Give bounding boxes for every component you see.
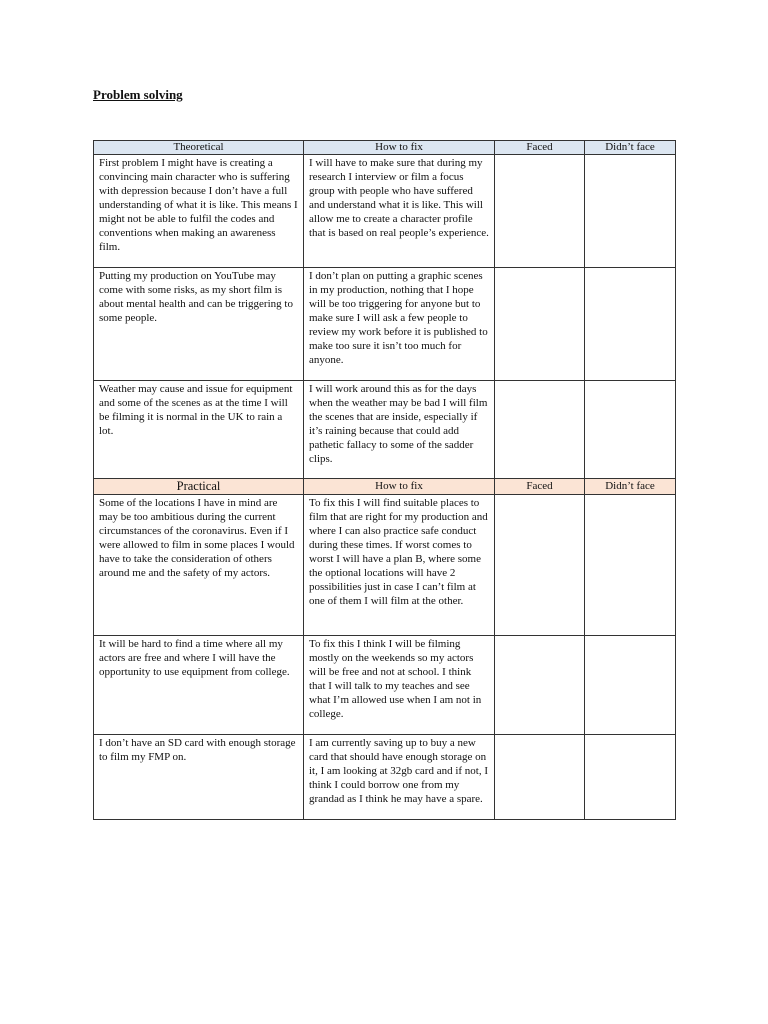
how-to-fix-column-header: How to fix	[304, 479, 495, 495]
problem-solving-table	[93, 140, 676, 820]
problem-cell: Weather may cause and issue for equipment and some of the scenes as at the time I will be filming it is normal in the UK to rain a lot.	[94, 381, 304, 479]
didnt-face-column-header: Didn’t face	[585, 141, 676, 155]
table-row	[94, 735, 676, 820]
table-row	[94, 636, 676, 735]
table-row	[94, 155, 676, 268]
table-row	[94, 495, 676, 636]
problem-cell: First problem I might have is creating a convincing main character who is suffering with depression because I don’t have a full understanding of what it is like. This means I might not be able to fulfil the codes and conventions when making an awareness film.	[94, 155, 304, 268]
faced-column-header: Faced	[495, 479, 585, 495]
fix-cell: I will have to make sure that during my research I interview or film a focus group with people who have suffered and understand what it is like. This will allow me to create a character profile that is based on real people’s experience.	[304, 155, 495, 268]
didnt-face-cell	[585, 381, 676, 479]
didnt-face-cell	[585, 495, 676, 636]
faced-cell	[495, 381, 585, 479]
faced-cell	[495, 636, 585, 735]
faced-cell	[495, 268, 585, 381]
faced-cell	[495, 155, 585, 268]
practical-column-header: Practical	[94, 479, 304, 495]
faced-cell	[495, 735, 585, 820]
fix-cell: To fix this I think I will be filming mostly on the weekends so my actors will be free and not at school. I think that I will talk to my teaches and see what I’m allowed use when I am not in college.	[304, 636, 495, 735]
problem-cell: Putting my production on YouTube may come with some risks, as my short film is about mental health and can be triggering to some people.	[94, 268, 304, 381]
fix-cell: I don’t plan on putting a graphic scenes in my production, nothing that I hope will be too triggering for anyone but to make sure I will ask a few people to review my work before it is published to make too sure it isn’t too much for anyone.	[304, 268, 495, 381]
page-title: Problem solving	[93, 87, 183, 102]
fix-cell: To fix this I will find suitable places to film that are right for my production and where I can also practice safe conduct during these times. If worst comes to worst I will have a plan B, where some the optional locations will have 2 possibilities just in case I can’t film at one of them I will film at the other.	[304, 495, 495, 636]
didnt-face-cell	[585, 636, 676, 735]
fix-cell: I am currently saving up to buy a new card that should have enough storage on it, I am looking at 32gb card and if not, I think I could borrow one from my grandad as I think he may have a spare.	[304, 735, 495, 820]
faced-column-header: Faced	[495, 141, 585, 155]
theoretical-column-header: Theoretical	[94, 141, 304, 155]
table-row	[94, 381, 676, 479]
faced-cell	[495, 495, 585, 636]
problem-cell: It will be hard to find a time where all my actors are free and where I will have the opportunity to use equipment from college.	[94, 636, 304, 735]
how-to-fix-column-header: How to fix	[304, 141, 495, 155]
theoretical-header-row	[94, 141, 676, 155]
fix-cell: I will work around this as for the days when the weather may be bad I will film the scenes that are inside, especially if it’s raining because that could add pathetic fallacy to some of the sadder clips.	[304, 381, 495, 479]
table-row	[94, 268, 676, 381]
problem-cell: I don’t have an SD card with enough storage to film my FMP on.	[94, 735, 304, 820]
didnt-face-cell	[585, 155, 676, 268]
didnt-face-cell	[585, 735, 676, 820]
practical-header-row	[94, 479, 676, 495]
problem-cell: Some of the locations I have in mind are may be too ambitious during the current circumstances of the coronavirus. Even if I were allowed to film in some places I would have to take the consideration of others around me and the safety of my actors.	[94, 495, 304, 636]
didnt-face-column-header: Didn’t face	[585, 479, 676, 495]
didnt-face-cell	[585, 268, 676, 381]
